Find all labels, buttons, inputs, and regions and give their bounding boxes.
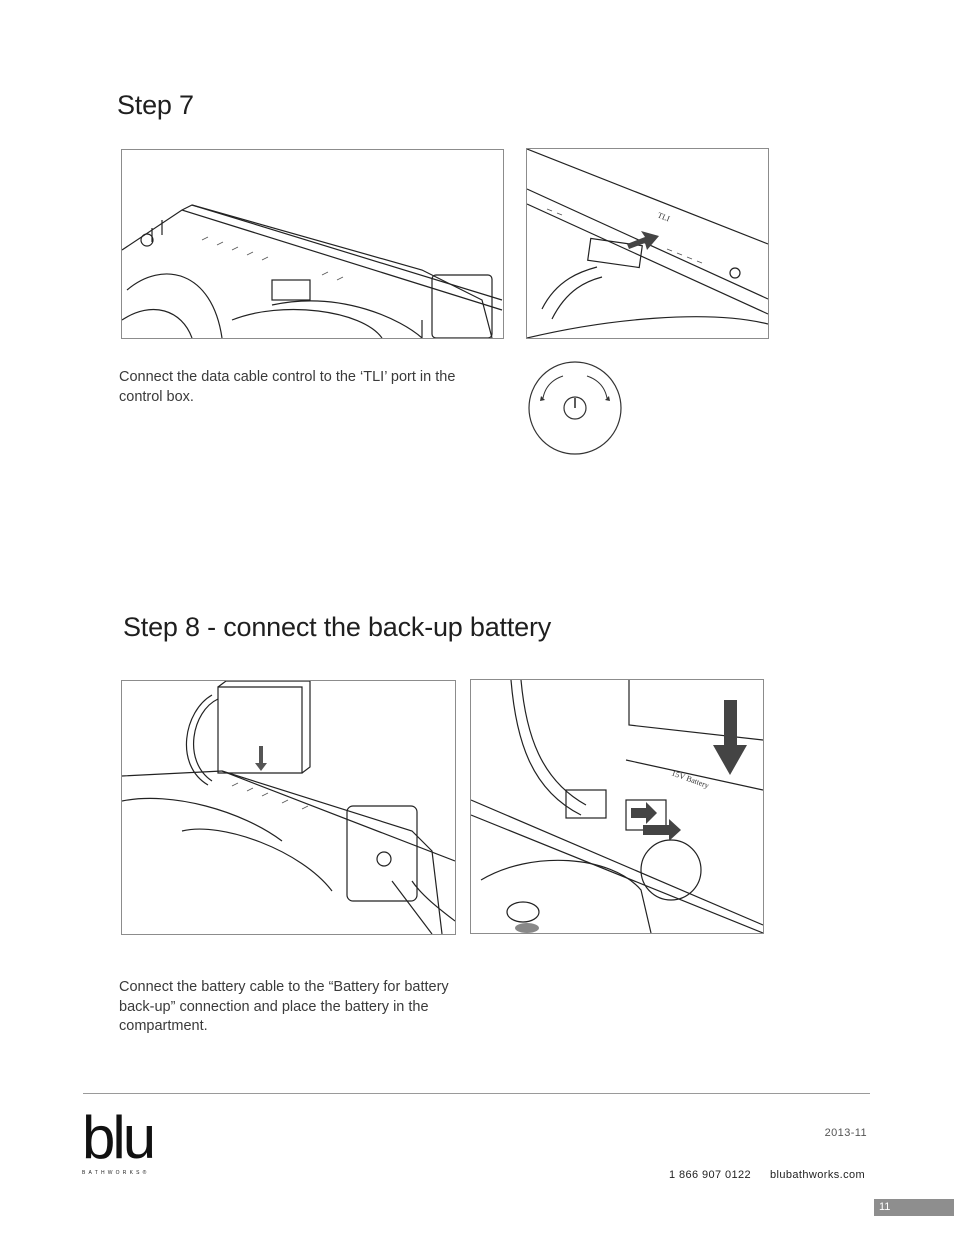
brand-subtitle: BATHWORKS® [82,1170,150,1176]
brand-logo [82,1104,172,1176]
footer-divider [83,1093,870,1094]
step8-illustration-battery-connector [470,679,764,934]
step7-illustration-control-box [121,149,504,339]
page-number: 11 [874,1199,954,1216]
step8-illustration-battery-compartment [121,680,456,935]
tli-port-label: TLI [656,210,672,224]
brand-wordmark: blu [82,1104,154,1171]
footer-website: blubathworks.com [770,1169,866,1181]
battery-connector-label: 15V Battery [670,768,711,791]
step7-caption: Connect the data cable control to the ‘TLI’ port in the control box. [119,369,456,405]
power-dial-illustration [527,360,625,456]
step8-caption: Connect the battery cable to the “Battery for battery back-up” connection and place the battery in the compartment. [119,979,449,1034]
footer-phone: 1 866 907 0122 [669,1169,752,1181]
step8-title: Step 8 - connect the back-up battery [123,612,552,642]
step7-title: Step 7 [117,90,194,120]
footer-date: 2013-11 [824,1127,867,1139]
step7-illustration-tli-port [526,148,769,339]
